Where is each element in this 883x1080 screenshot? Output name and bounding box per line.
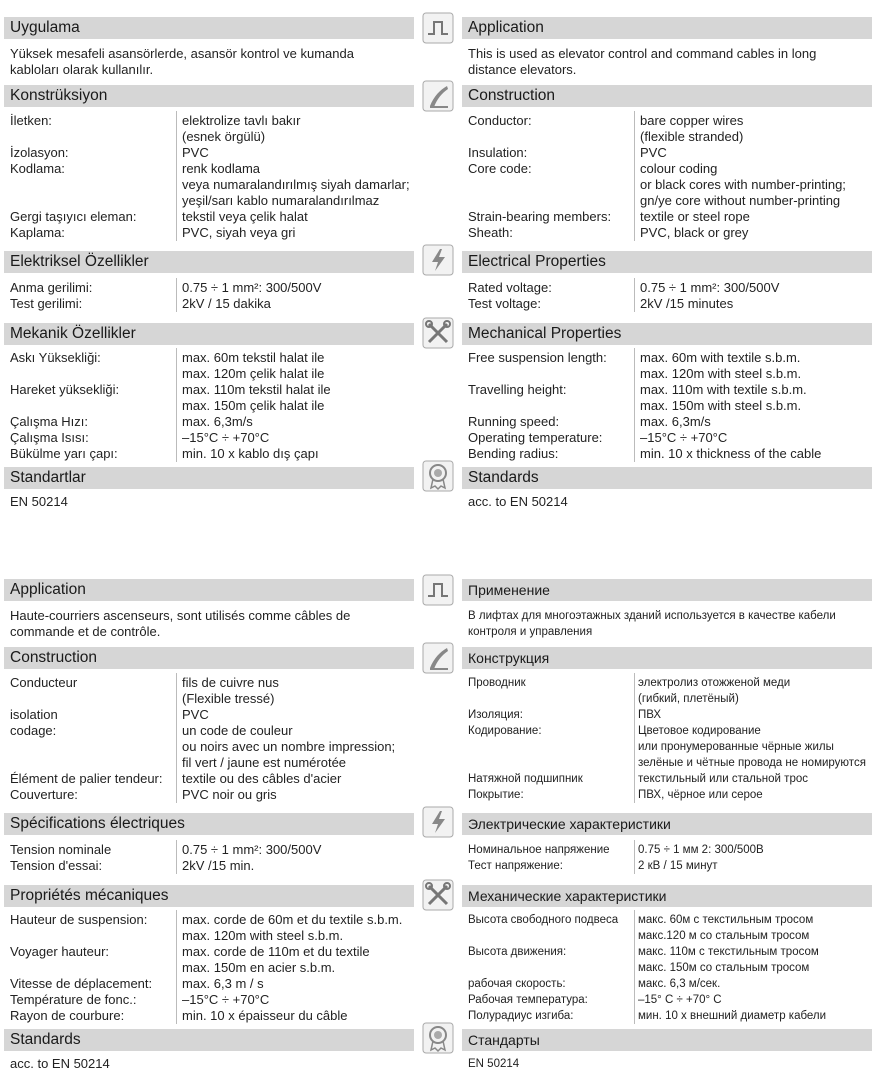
mechanical-value: –15°C ÷ +70°C [640,430,728,445]
mechanical-label: Askı Yüksekliği: [10,350,101,365]
electrical-label: Tension d'essai: [10,858,103,873]
electrical-value: 2kV /15 min. [182,858,255,873]
column-divider [634,348,635,462]
construction-value: yeşil/sarı kablo numaralandırılmaz [182,193,380,208]
mechanical-label: Высота свободного подвеса [468,914,619,926]
column-divider [176,673,177,803]
application-title: Application [462,17,872,39]
mechanical-value: макс. 60м с текстильным тросом [638,914,814,926]
standards-title: Standartlar [4,467,414,489]
column-divider [634,910,635,1024]
construction-icon [422,642,454,674]
construction-value: (Flexible tressé) [182,691,275,706]
application-text: distance elevators. [468,62,577,77]
construction-value: зелёные и чётные провода не номируются [638,757,866,769]
standards-text: EN 50214 [468,1058,520,1070]
electrical-label: Rated voltage: [468,280,552,295]
construction-title: Konstrüksiyon [4,85,414,107]
construction-label: Натяжной подшипник [468,773,583,785]
column-divider [176,348,177,462]
construction-value: или пронумерованные чёрные жилы [638,741,834,753]
construction-value: PVC [182,145,209,160]
mechanical-title: Mechanical Properties [462,323,872,345]
electrical-value: 2kV / 15 dakika [182,296,271,311]
column-divider [176,278,177,312]
construction-label: Insulation: [468,145,528,160]
application-title: Application [4,579,414,601]
electrical-icon [422,244,454,276]
column-divider [176,910,177,1024]
mechanical-value: макс. 110м с текстильным тросом [638,946,819,958]
construction-value: fils de cuivre nus [182,675,279,690]
electrical-value: 0.75 ÷ 1 mm²: 300/500V [182,842,322,857]
construction-value: textile or steel rope [640,209,750,224]
mechanical-value: мин. 10 х внешний диаметр кабели [638,1010,827,1022]
mechanical-label: Travelling height: [468,382,567,397]
construction-value: PVC, siyah veya gri [182,225,296,240]
column-divider [634,111,635,241]
mechanical-label: Полурадиус изгиба: [468,1010,574,1022]
construction-label: Gergi taşıyıcı eleman: [10,209,137,224]
mechanical-value: max. 110m with textile s.b.m. [640,382,807,397]
construction-label: Strain-bearing members: [468,209,612,224]
construction-label: Élément de palier tendeur: [10,771,163,786]
mechanical-value: макс. 6,3 м/сек. [638,978,721,990]
electrical-label: Test gerilimi: [10,296,83,311]
mechanical-value: max. 120m çelik halat ile [182,366,325,381]
construction-value: elektrolize tavlı bakır [182,113,301,128]
mechanical-value: max. 150m çelik halat ile [182,398,325,413]
application-text: kabloları olarak kullanılır. [10,62,154,77]
construction-value: ou noirs avec un nombre impression; [182,739,396,754]
mechanical-label: Free suspension length: [468,350,607,365]
construction-label: codage: [10,723,57,738]
mechanical-label: Hareket yüksekliği: [10,382,120,397]
mechanical-label: Vitesse de déplacement: [10,976,153,991]
electrical-label: Номинальное напряжение [468,844,610,856]
electrical-value: 0.75 ÷ 1 mm²: 300/500V [640,280,780,295]
construction-label: Conductor: [468,113,532,128]
column-divider [634,278,635,312]
mechanical-value: max. 110m tekstil halat ile [182,382,331,397]
mechanical-value: max. 150m en acier s.b.m. [182,960,336,975]
standards-text: acc. to EN 50214 [10,1056,110,1071]
construction-value: tekstil veya çelik halat [182,209,308,224]
construction-value: textile ou des câbles d'acier [182,771,342,786]
standards-text: acc. to EN 50214 [468,494,568,509]
standards-title: Стандарты [462,1029,872,1051]
mechanical-value: min. 10 x épaisseur du câble [182,1008,348,1023]
construction-value: Цветовое кодирование [638,725,761,737]
construction-title: Construction [462,85,872,107]
application-text: контроля и управления [468,626,593,638]
mechanical-value: max. 60m tekstil halat ile [182,350,325,365]
mechanical-label: Voyager hauteur: [10,944,110,959]
electrical-value: 2kV /15 minutes [640,296,734,311]
electrical-label: Anma gerilimi: [10,280,93,295]
electrical-label: Tension nominale [10,842,112,857]
construction-value: (flexible stranded) [640,129,744,144]
construction-value: bare copper wires [640,113,744,128]
mechanical-label: Running speed: [468,414,560,429]
electrical-title: Электрические характеристики [462,813,872,835]
construction-label: Проводник [468,677,526,689]
mechanical-value: max. 60m with textile s.b.m. [640,350,801,365]
application-text: commande et de contrôle. [10,624,161,639]
construction-label: Couverture: [10,787,78,802]
electrical-value: 2 кВ / 15 минут [638,860,718,872]
construction-label: Core code: [468,161,532,176]
standards-title: Standards [4,1029,414,1051]
electrical-title: Electrical Properties [462,251,872,273]
column-divider [634,840,635,874]
mechanical-value: –15°C ÷ +70°C [182,992,270,1007]
application-title: Применение [462,579,872,601]
electrical-value: 0.75 ÷ 1 mm²: 300/500V [182,280,322,295]
mechanical-value: max. corde de 110m et du textile [182,944,370,959]
construction-label: Conducteur [10,675,78,690]
application-title: Uygulama [4,17,414,39]
mechanical-value: min. 10 x thickness of the cable [640,446,822,461]
application-text: Haute-courriers ascenseurs, sont utilisés comme câbles de [10,608,351,623]
mechanical-value: –15°C ÷ +70°C [182,430,270,445]
construction-value: PVC, black or grey [640,225,749,240]
mechanical-label: Rayon de courbure: [10,1008,125,1023]
mechanical-value: max. 150m with steel s.b.m. [640,398,802,413]
mechanical-label: Operating temperature: [468,430,603,445]
construction-value: (esnek örgülü) [182,129,266,144]
electrical-title: Elektriksel Özellikler [4,251,414,273]
column-divider [176,840,177,874]
construction-value: ПВХ [638,709,662,721]
electrical-label: Тест напряжение: [468,860,563,872]
construction-label: Изоляция: [468,709,523,721]
construction-value: colour coding [640,161,718,176]
mechanical-value: max. 6,3m/s [182,414,253,429]
construction-label: İzolasyon: [10,145,69,160]
mechanical-title: Mekanik Özellikler [4,323,414,345]
construction-value: PVC [182,707,209,722]
construction-value: gn/ye core without number-printing [640,193,841,208]
construction-value: PVC noir ou gris [182,787,277,802]
mechanical-icon [422,879,454,911]
application-icon [422,12,454,44]
standards-icon [422,1022,454,1054]
mechanical-value: –15° С ÷ +70° С [638,994,722,1006]
construction-value: электролиз отожженой меди [638,677,791,689]
mechanical-value: min. 10 x kablo dış çapı [182,446,319,461]
mechanical-label: Çalışma Isısı: [10,430,89,445]
mechanical-label: Высота движения: [468,946,567,958]
application-icon [422,574,454,606]
construction-value: текстильный или стальной трос [638,773,808,785]
mechanical-label: Température de fonc.: [10,992,137,1007]
construction-value: ПВХ, чёрное или серое [638,789,763,801]
mechanical-icon [422,317,454,349]
construction-label: isolation [10,707,58,722]
mechanical-title: Propriétés mécaniques [4,885,414,907]
mechanical-value: max. 6,3 m / s [182,976,264,991]
construction-label: İletken: [10,113,52,128]
mechanical-value: max. 120m with steel s.b.m. [182,928,344,943]
construction-value: fil vert / jaune est numérotée [182,755,347,770]
construction-label: Sheath: [468,225,513,240]
mechanical-value: макс.120 м со стальным тросом [638,930,810,942]
column-divider [634,673,635,803]
mechanical-label: Hauteur de suspension: [10,912,148,927]
construction-label: Kodlama: [10,161,65,176]
construction-label: Покрытие: [468,789,524,801]
mechanical-label: Bükülme yarı çapı: [10,446,118,461]
construction-value: veya numaralandırılmış siyah damarlar; [182,177,410,192]
construction-value: (гибкий, плетёный) [638,693,739,705]
mechanical-value: max. corde de 60m et du textile s.b.m. [182,912,403,927]
electrical-label: Test voltage: [468,296,541,311]
electrical-icon [422,806,454,838]
mechanical-value: max. 120m with steel s.b.m. [640,366,802,381]
standards-title: Standards [462,467,872,489]
standards-text: EN 50214 [10,494,68,509]
mechanical-value: max. 6,3m/s [640,414,711,429]
electrical-value: 0.75 ÷ 1 мм 2: 300/500В [638,844,764,856]
application-text: This is used as elevator control and command cables in long [468,46,817,61]
construction-title: Конструкция [462,647,872,669]
mechanical-label: Çalışma Hızı: [10,414,89,429]
construction-value: un code de couleur [182,723,293,738]
mechanical-label: Рабочая температура: [468,994,588,1006]
construction-label: Kaplama: [10,225,65,240]
construction-value: renk kodlama [182,161,261,176]
mechanical-title: Механические характеристики [462,885,872,907]
application-text: Yüksek mesafeli asansörlerde, asansör kontrol ve kumanda [10,46,354,61]
application-text: В лифтах для многоэтажных зданий используется в качестве кабели [468,610,836,622]
construction-title: Construction [4,647,414,669]
construction-label: Кодирование: [468,725,542,737]
electrical-title: Spécifications électriques [4,813,414,835]
standards-icon [422,460,454,492]
construction-value: or black cores with number-printing; [640,177,846,192]
mechanical-label: Bending radius: [468,446,559,461]
construction-value: PVC [640,145,667,160]
mechanical-value: макс. 150м со стальным тросом [638,962,810,974]
column-divider [176,111,177,241]
construction-icon [422,80,454,112]
mechanical-label: рабочая скорость: [468,978,566,990]
